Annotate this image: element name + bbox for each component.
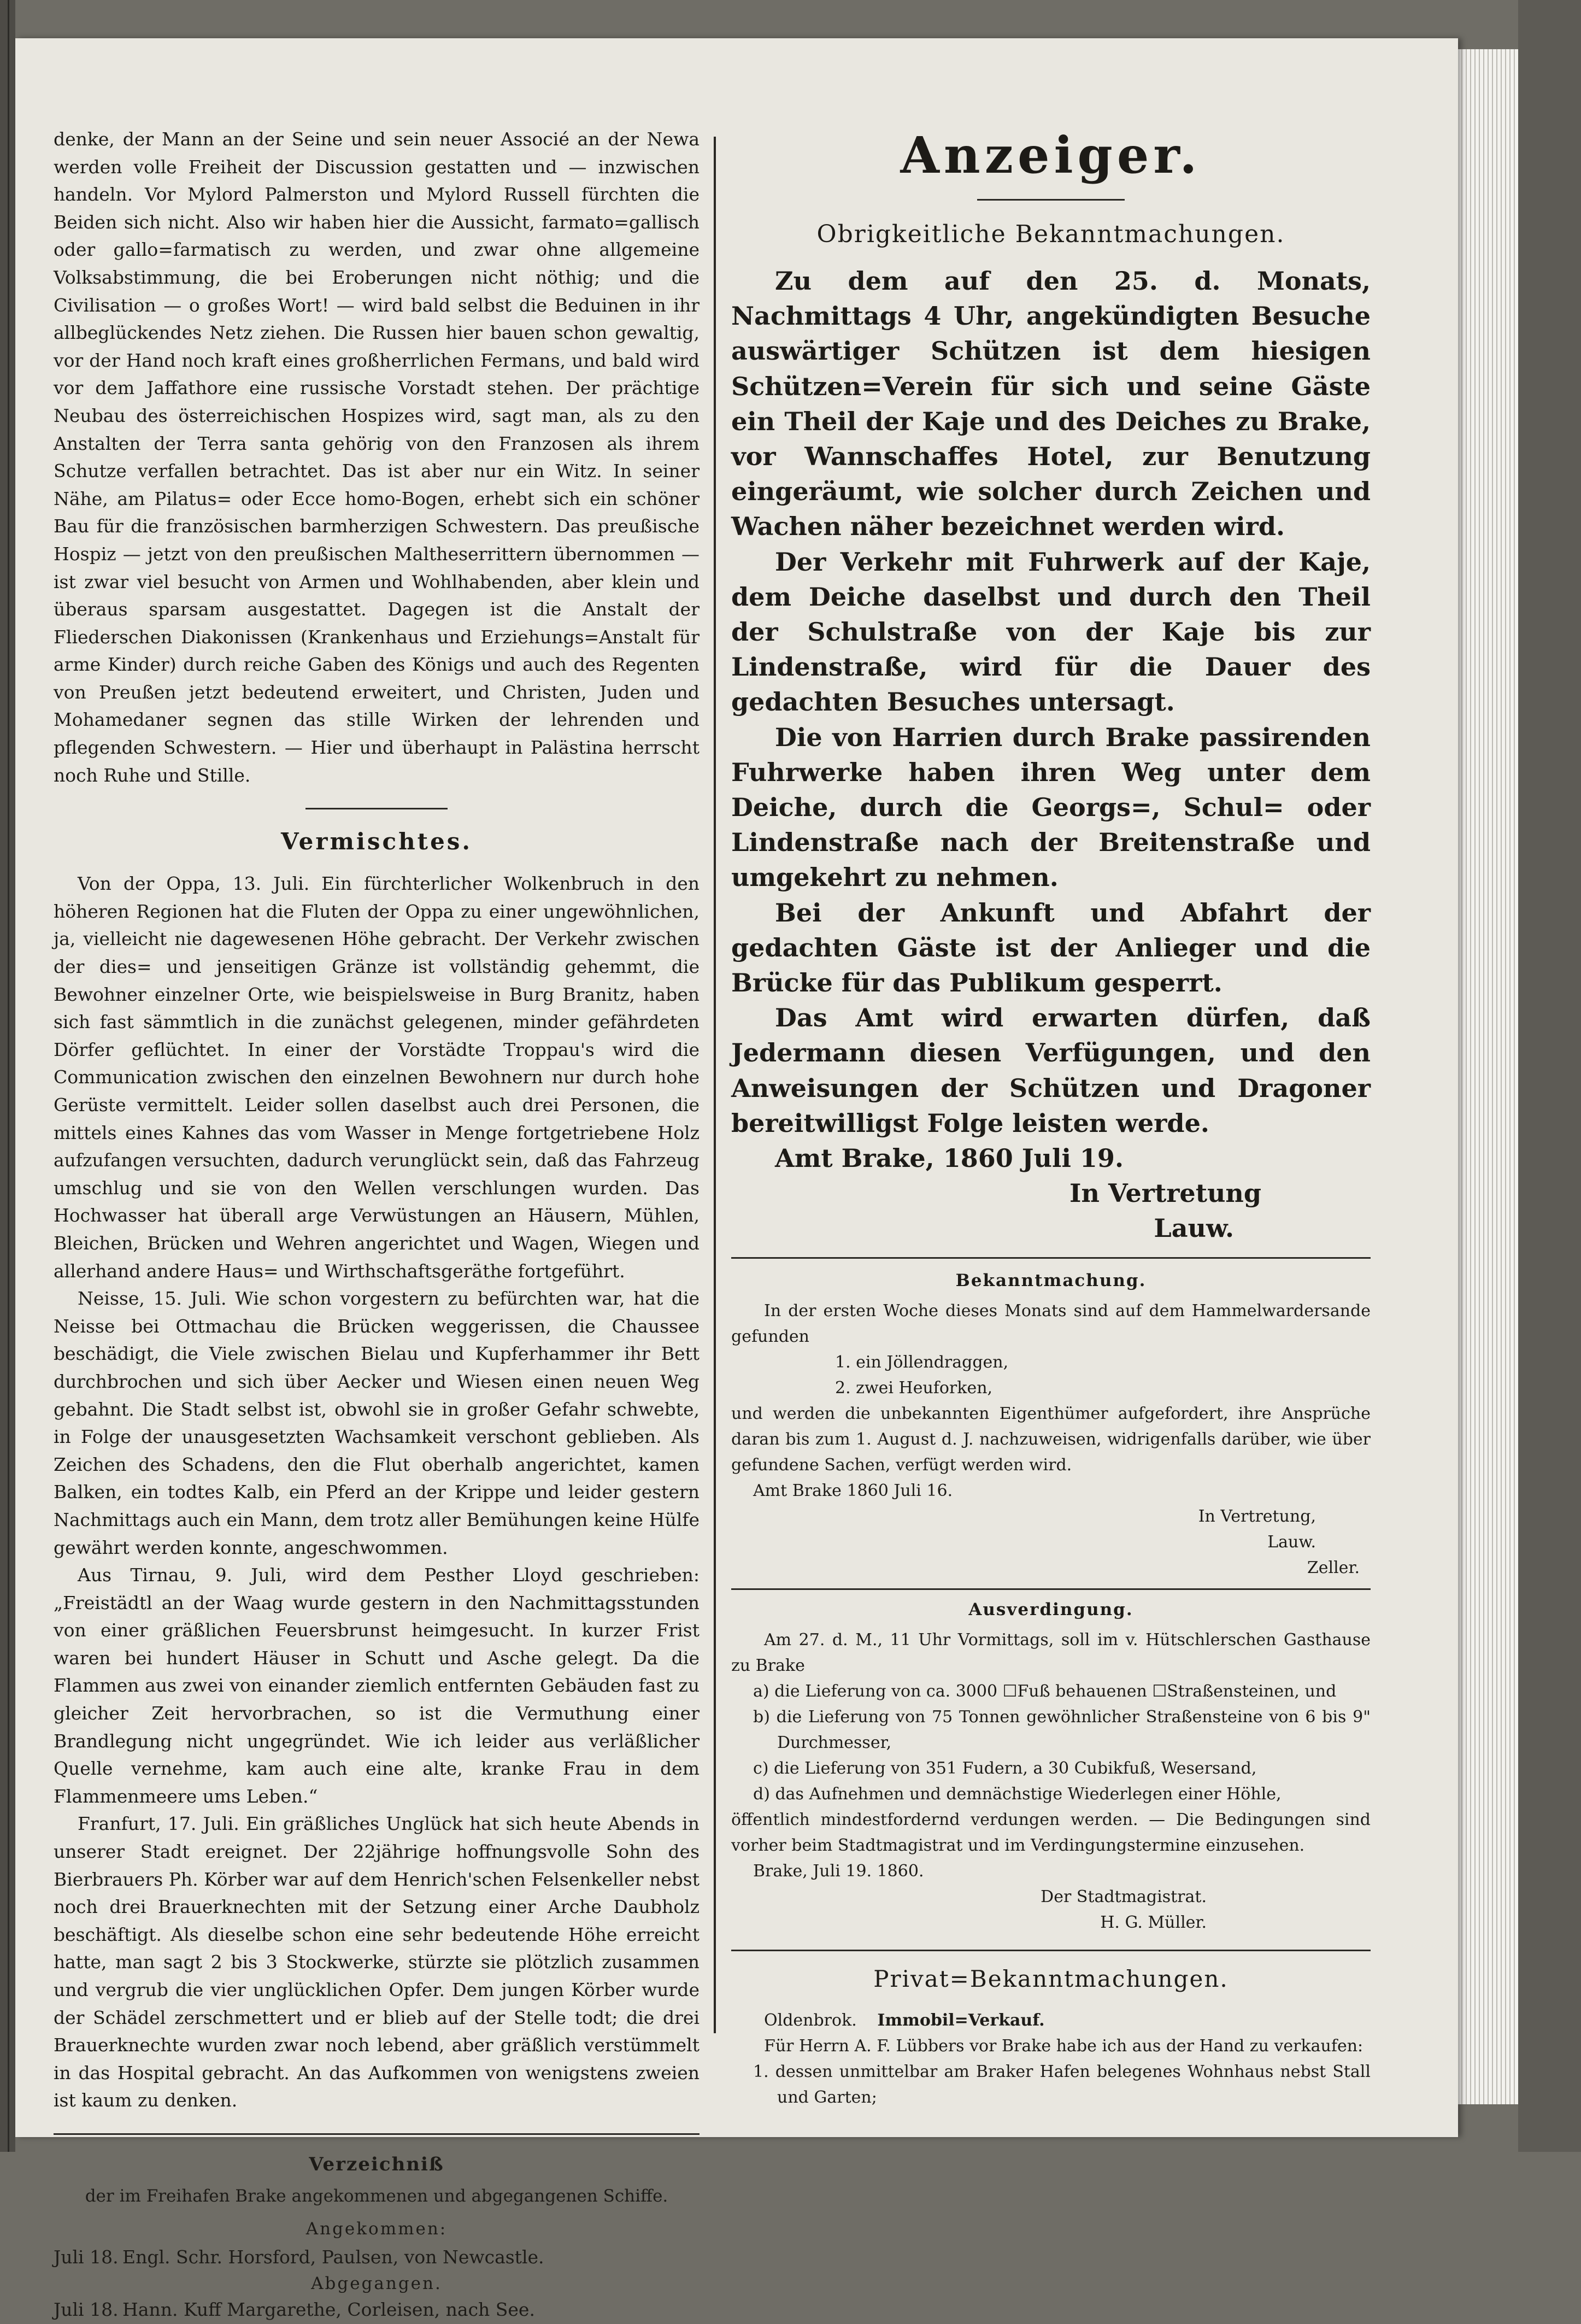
notice-signature-name: H. G. Müller. bbox=[1100, 1912, 1207, 1932]
notice-paragraph: Zu dem auf den 25. d. Monats, Nachmittags 4 Uhr, angekündigten Besuche auswärtiger Schützen ist dem hiesigen Schützen=Verein für sich und seine Gäste ein Theil der Kaje und des Deiches zu Brake, vor Wannschaffes Hotel, zur Benutzung eingeräumt, wie solcher durch Zeichen und Wachen näher bezeichnet werden wird. bbox=[731, 266, 1371, 542]
found-item: 2. zwei Heuforken, bbox=[835, 1378, 993, 1398]
tender-item: d) das Aufnehmen und demnächstige Wiederlegen einer Höhle, bbox=[753, 1784, 1282, 1804]
verzeichniss-subtitle: der im Freihafen Brake angekommenen und abgegangenen Schiffe. bbox=[85, 2186, 668, 2206]
news-item: Neisse, 15. Juli. Wie schon vorgestern zu befürchten war, hat die Neisse bei Ottmachau die Brücken weggerissen, die Chaussee beschädigt, die Viele zwischen Bielau und Kupferhammer ihr Bett durchbrochen und sich über Aecker und Wiesen einen neuen Weg gebahnt. Die Stadt selbst ist, obwohl sie in großer Gefahr schwebte, in Folge der unausgesetzten Wachsamkeit verschont geblieben. Als Zeichen des Schadens, den die Flut oberhalb angerichtet, kamen Balken, ein todtes Kalb, ein Pferd an der Krippe und leider gestern Nachmittags auch ein Mann, dem trotz aller Bemühungen keine Hülfe gewährt werden konnte, angeschwommen. bbox=[54, 1288, 700, 1558]
tender-item: a) die Lieferung von ca. 3000 ☐Fuß behauenen ☐Straßensteinen, und bbox=[753, 1681, 1337, 1701]
notice-place-date: Amt Brake 1860 Juli 16. bbox=[753, 1481, 953, 1500]
article-continuation bbox=[54, 126, 700, 789]
tender-item: c) die Lieferung von 351 Fudern, a 30 Cubikfuß, Wesersand, bbox=[753, 1758, 1257, 1778]
section-separator bbox=[731, 1257, 1371, 1259]
notice-real-estate bbox=[731, 2008, 1371, 2110]
notice-lost-property bbox=[731, 1298, 1371, 1581]
notice-title-immobil: Immobil=Verkauf. bbox=[877, 2010, 1045, 2030]
vermischtes-articles bbox=[54, 870, 700, 2115]
ship-date: Juli 18. bbox=[54, 2298, 119, 2320]
notice-place-date: Amt Brake, 1860 Juli 19. bbox=[775, 1143, 1124, 1173]
notice-title-bekanntmachung: Bekanntmachung. bbox=[955, 1270, 1147, 1290]
notice-signature-line: In Vertretung, bbox=[1198, 1506, 1316, 1526]
section-separator bbox=[305, 808, 448, 809]
section-separator bbox=[54, 2133, 700, 2135]
news-item: Aus Tirnau, 9. Juli, wird dem Pesther Lloyd geschrieben: „Freistädtl an der Waag wurde gestern in den Nachmittagsstunden von einer gräßlichen Feuersbrunst heimgesucht. In kurzer Frist waren bei hundert Häuser in Schutt und Asche gelegt. Da die Flammen aus zwei von einander ziemlich entfernten Gebäuden fast zu gleicher Zeit hervorbrachen, so ist die Vermuthung einer Brandlegung nicht ungegründet. Wie ich leider aus verläßlicher Quelle vernehme, kam auch eine alte, kranke Frau in dem Flammenmeere ums Leben.“ bbox=[54, 1564, 700, 1807]
notice-signature-line: In Vertretung bbox=[1069, 1178, 1261, 1208]
right-column bbox=[731, 126, 1371, 2110]
notice-intro: Für Herrn A. F. Lübbers vor Brake habe ich aus der Hand zu verkaufen: bbox=[764, 2036, 1363, 2056]
notice-signature-line: Der Stadtmagistrat. bbox=[1041, 1887, 1207, 1906]
notice-paragraph: Der Verkehr mit Fuhrwerk auf der Kaje, dem Deiche daselbst und durch den Theil der Schulstraße von der Kaje bis zur Lindenstraße, wird für die Dauer des gedachten Besuches untersagt. bbox=[731, 547, 1371, 717]
notice-place: Oldenbrok. bbox=[764, 2010, 857, 2030]
section-title-private: Privat=Bekanntmachungen. bbox=[873, 1965, 1229, 1992]
news-item: Franfurt, 17. Juli. Ein gräßliches Unglück hat sich heute Abends in unserer Stadt ereignet. Der 22jährige hoffnungsvolle Sohn des Bierbrauers Ph. Körber war auf dem Henrich'schen Felsenkeller nebst noch drei Brauerknechten mit der Setzung einer Arche Daubholz beschäftigt. Als dieselbe schon eine sehr bedeutende Höhe erreicht hatte, man sagt 2 bis 3 Stockwerke, stürzte sie plötzlich zusammen und vergrub die vier unglücklichen Opfer. Dem jungen Körber wurde der Schädel zerschmettert und er blieb auf der Stelle todt; die drei Brauerknechte wurden zwar noch lebend, aber gräßlich verstümmelt in das Hospital gebracht. An das Aufkommen von wenigstens zweien ist kaum zu denken. bbox=[54, 1813, 700, 2111]
book-binding-edge bbox=[0, 0, 15, 2152]
notice-intro: In der ersten Woche dieses Monats sind auf dem Hammelwardersande gefunden bbox=[731, 1301, 1371, 1346]
left-column bbox=[54, 126, 700, 2324]
page-title: Anzeiger. bbox=[900, 126, 1202, 185]
notice-title-ausverdingung: Ausverdingung. bbox=[968, 1599, 1133, 1619]
news-item: Von der Oppa, 13. Juli. Ein fürchterlicher Wolkenbruch in den höheren Regionen hat die Fluten der Oppa zu einer ungewöhnlichen, ja, vielleicht nie dagewesenen Höhe gebracht. Der Verkehr zwischen der dies= und jenseitigen Gränze ist vollständig gehemmt, die Bewohner einzelner Orte, wie beispielsweise in Burg Branitz, haben sich fast sämmtlich in die zunächst gelegenen, minder gefährdeten Dörfer geflüchtet. In einer der Vorstädte Troppau's wird die Communication zwischen den einzelnen Bewohnern nur durch hohe Gerüste vermittelt. Leider sollen daselbst auch drei Personen, die mittels eines Kahnes das vom Wasser in Menge fortgetriebene Holz aufzufangen versuchten, dadurch verunglückt sein, daß das Fahrzeug umschlug und sie von den Wellen verschlungen wurden. Das Hochwasser hat überall arge Verwüstungen an Häusern, Mühlen, Bleichen, Brücken und Wehren angerichtet und Wagen, Wiegen und allerhand andere Haus= und Wirthschaftsgeräthe fortgeführt. bbox=[54, 873, 700, 1282]
notice-paragraph: Das Amt wird erwarten dürfen, daß Jedermann diesen Verfügungen, und den Anweisungen der Schützen und Dragoner bereitwilligst Folge leisten werde. bbox=[731, 1003, 1371, 1138]
page-stack-edges bbox=[1458, 49, 1518, 2104]
section-title-vermischtes: Vermischtes. bbox=[280, 828, 473, 855]
notice-intro: Am 27. d. M., 11 Uhr Vormittags, soll im v. Hütschlerschen Gasthause zu Brake bbox=[731, 1630, 1371, 1675]
property-item: 1. dessen unmittelbar am Braker Hafen belegenes Wohnhaus nebst Stall und Garten; bbox=[753, 2062, 1371, 2107]
notice-paragraph: Die von Harrien durch Brake passirenden Fuhrwerke haben ihren Weg unter dem Deiche, durch die Georgs=, Schul= oder Lindenstraße nach der Breitenstraße und umgekehrt zu nehmen. bbox=[731, 722, 1371, 893]
ship-entry: Engl. Schr. Horsford, Paulsen, von Newcastle. bbox=[122, 2246, 544, 2268]
tender-item: b) die Lieferung von 75 Tonnen gewöhnlicher Straßensteine von 6 bis 9" Durchmesser, bbox=[753, 1707, 1371, 1752]
ship-entry: Hann. Kuff Margarethe, Corleisen, nach See. bbox=[122, 2298, 535, 2320]
section-separator bbox=[731, 1588, 1371, 1590]
notice-body: öffentlich mindestfordernd verdungen werden. — Die Bedingungen sind vorher beim Stadtmagistrat und im Verdingungstermine einzusehen. bbox=[731, 1810, 1371, 1855]
notice-heading-line bbox=[731, 2008, 1371, 2033]
arrivals-label: Angekommen: bbox=[305, 2219, 448, 2239]
notice-place-date: Brake, Juli 19. 1860. bbox=[753, 1861, 924, 1881]
article-paragraph: denke, der Mann an der Seine und sein neuer Associé an der Newa werden volle Freiheit der Discussion gestatten und — inzwischen handeln. Vor Mylord Palmerston und Mylord Russell fürchten die Beiden sich nicht. Also wir haben hier die Aussicht, farmato=gallisch oder gallo=farmatisch zu werden, und zwar ohne allgemeine Volksabstimmung, die bei Eroberungen nicht nöthig; und die Civilisation — o großes Wort! — wird bald selbst die Beduinen in ihr allbeglückendes Netz ziehen. Die Russen hier bauen schon gewaltig, vor der Hand noch kraft eines großherrlichen Fermans, und bald wird vor dem Jaffathore eine russische Vorstadt stehen. Der prächtige Neubau des österreichischen Hospizes wird, sagt man, als zu den Anstalten der Terra santa gehörig von den Franzosen als ihrem Schutze verfallen betrachtet. Das ist aber nur ein Witz. In seiner Nähe, am Pilatus= oder Ecce homo-Bogen, erhebt sich ein schöner Bau für die französischen barmherzigen Schwestern. Das preußische Hospiz — jetzt von den preußischen Maltheserrittern übernommen — ist zwar viel besucht von Armen und Wohlhabenden, aber klein und überaus sparsam ausgestattet. Dagegen ist die Anstalt der Fliederschen Diakonissen (Krankenhaus und Erziehungs=Anstalt für arme Kinder) durch reiche Gaben des Königs und auch des Regenten von Preußen jetzt bedeutend erweitert, und Christen, Juden und Mohamedaner segnen das stille Wirken der lehrenden und pflegenden Schwestern. — Hier und überhaupt in Palästina herrscht noch Ruhe und Stille. bbox=[54, 128, 700, 786]
notice-body: und werden die unbekannten Eigenthümer aufgefordert, ihre Ansprüche daran bis zum 1. August d. J. nachzuweisen, widrigenfalls darüber, wie über gefundene Sachen, verfügt werden wird. bbox=[731, 1404, 1371, 1475]
ship-row bbox=[54, 2243, 700, 2272]
ship-date: Juli 18. bbox=[54, 2246, 119, 2268]
section-title-official: Obrigkeitliche Bekanntmachungen. bbox=[816, 220, 1285, 248]
notice-signature-name: Lauw. bbox=[1267, 1532, 1316, 1552]
column-divider bbox=[714, 137, 716, 2033]
title-rule bbox=[977, 199, 1125, 201]
notice-signature-name: Lauw. bbox=[1154, 1213, 1234, 1243]
scan-background bbox=[1518, 0, 1581, 2152]
found-item: 1. ein Jöllendraggen, bbox=[835, 1352, 1009, 1372]
notice-signature-name: Zeller. bbox=[1307, 1558, 1360, 1577]
section-title-verzeichniss: Verzeichniß bbox=[309, 2153, 444, 2175]
notice-paragraph: Bei der Ankunft und Abfahrt der gedachten Gäste ist der Anlieger und die Brücke für das Publikum gesperrt. bbox=[731, 897, 1371, 998]
ship-row bbox=[54, 2296, 700, 2324]
departures-label: Abgegangen. bbox=[311, 2273, 442, 2293]
official-notice-shooting bbox=[731, 263, 1371, 1246]
notice-tender bbox=[731, 1627, 1371, 1935]
section-separator bbox=[731, 1950, 1371, 1951]
